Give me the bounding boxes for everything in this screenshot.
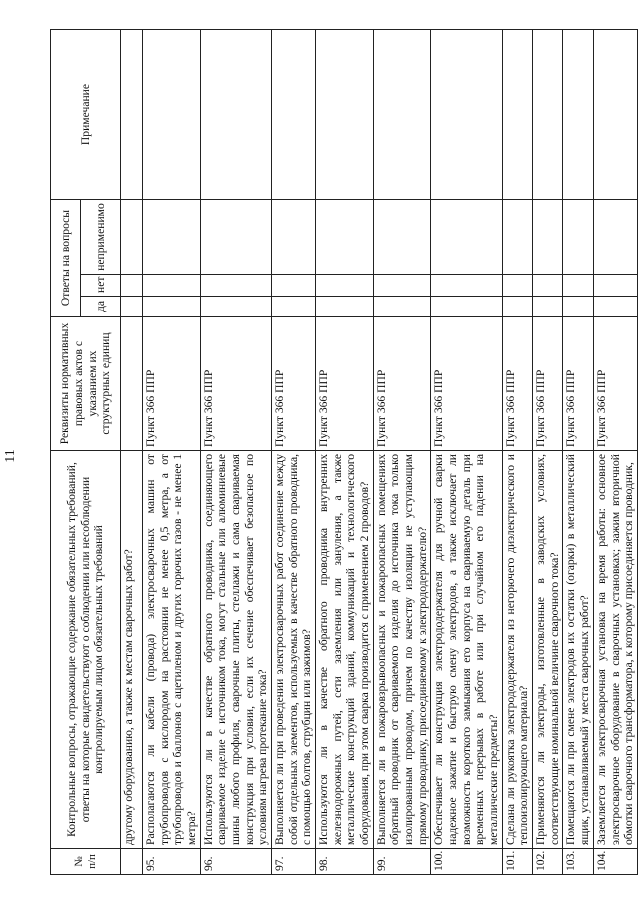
header-yes: да	[81, 297, 121, 317]
answer-no-cell	[200, 275, 271, 297]
row-reference: Пункт 366 ППР	[200, 317, 271, 451]
row-number: 98.	[316, 849, 374, 875]
note-cell	[272, 30, 316, 200]
note-cell	[373, 30, 431, 200]
answer-yes-cell	[272, 297, 316, 317]
row-reference: Пункт 366 ППР	[502, 317, 532, 451]
row-number	[121, 849, 143, 875]
table-row	[431, 30, 502, 875]
table-row	[316, 30, 374, 875]
table-row	[502, 30, 532, 875]
row-question: Сделана ли рукоятка электрододержателя из негорючего диэлектрического и теплоизолирующего материала?	[502, 451, 532, 849]
answer-yes-cell	[563, 297, 593, 317]
table-row	[121, 30, 143, 875]
row-question: Заземляется ли электросварочная установка на время работы: основное электросварочное оборудование в сварочных установках; зажим вторичной обмотки сварочного трансформатора, к которому присоединяется проводник,	[593, 451, 637, 849]
row-question: Используются ли в качестве обратного проводника внутренних железнодорожных путей, сети заземления или зануления, а также металлические конструкций зданий, коммуникаций и технологического оборудования, при этом сварка производится с применением 2 проводов?	[316, 451, 374, 849]
answer-yes-cell	[121, 297, 143, 317]
header-na: неприменимо	[81, 200, 121, 275]
table-row	[272, 30, 316, 875]
answer-na-cell	[272, 200, 316, 275]
header-row-1	[51, 30, 81, 875]
answer-yes-cell	[373, 297, 431, 317]
answer-na-cell	[533, 200, 563, 275]
row-reference: Пункт 366 ППР	[316, 317, 374, 451]
table-row	[200, 30, 271, 875]
answer-na-cell	[373, 200, 431, 275]
header-answers: Ответы на вопросы	[51, 200, 81, 317]
row-reference: Пункт 366 ППР	[533, 317, 563, 451]
note-cell	[121, 30, 143, 200]
row-number: 102.	[533, 849, 563, 875]
row-question: Выполняется ли в пожаровзрывоопасных и пожароопасных помещениях обратный проводник от свариваемого изделия до источника тока только изолированным проводом, причем по качеству изоляции не уступающим прямому проводнику, присоединяемому к электрододержателю?	[373, 451, 431, 849]
answer-no-cell	[316, 275, 374, 297]
answer-no-cell	[143, 275, 201, 297]
answer-na-cell	[593, 200, 637, 275]
row-reference: Пункт 366 ППР	[431, 317, 502, 451]
answer-no-cell	[373, 275, 431, 297]
row-number: 96.	[200, 849, 271, 875]
answer-na-cell	[502, 200, 532, 275]
answer-na-cell	[200, 200, 271, 275]
answer-no-cell	[533, 275, 563, 297]
table-row	[533, 30, 563, 875]
row-reference: Пункт 366 ППР	[593, 317, 637, 451]
answer-na-cell	[143, 200, 201, 275]
table-row	[143, 30, 201, 875]
answer-no-cell	[121, 275, 143, 297]
row-question: Применяются ли электроды, изготовленные в заводских условиях, соответствующие номинальной величине сварочного тока?	[533, 451, 563, 849]
row-number: 104.	[593, 849, 637, 875]
row-question: другому оборудованию, а также к местам сварочных работ?	[121, 451, 143, 849]
checklist-table	[50, 29, 638, 875]
row-number: 103.	[563, 849, 593, 875]
row-question: Выполняется ли при проведении электросварочных работ соединение между собой отдельных элементов, используемых в качестве обратного проводника, с помощью болтов, струбцин или зажимов?	[272, 451, 316, 849]
row-number: 100.	[431, 849, 502, 875]
page-number: 11	[3, 449, 18, 463]
answer-no-cell	[272, 275, 316, 297]
row-reference: Пункт 366 ППР	[143, 317, 201, 451]
row-reference: Пункт 366 ППР	[272, 317, 316, 451]
note-cell	[502, 30, 532, 200]
answer-yes-cell	[431, 297, 502, 317]
row-number: 101.	[502, 849, 532, 875]
row-reference: Пункт 366 ППР	[563, 317, 593, 451]
answer-na-cell	[316, 200, 374, 275]
row-reference	[121, 317, 143, 451]
note-cell	[200, 30, 271, 200]
answer-no-cell	[563, 275, 593, 297]
note-cell	[593, 30, 637, 200]
row-number: 97.	[272, 849, 316, 875]
answer-na-cell	[121, 200, 143, 275]
row-number: 99.	[373, 849, 431, 875]
answer-yes-cell	[143, 297, 201, 317]
answer-yes-cell	[200, 297, 271, 317]
note-cell	[316, 30, 374, 200]
row-question: Помещаются ли при смене электродов их остатки (огарки) в металлический ящик, устанавливаемый у места сварочных работ?	[563, 451, 593, 849]
note-cell	[431, 30, 502, 200]
header-note: Примечание	[51, 30, 121, 200]
checklist-table-wrapper	[50, 30, 640, 871]
row-number: 95.	[143, 849, 201, 875]
answer-na-cell	[563, 200, 593, 275]
table-body	[121, 30, 638, 875]
row-question: Располагаются ли кабели (провода) электросварочных машин от трубопроводов с кислородом на расстоянии не менее 0,5 метра, а от трубопроводов и баллонов с ацетиленом и других горючих газов - не менее 1 метра?	[143, 451, 201, 849]
note-cell	[563, 30, 593, 200]
answer-yes-cell	[316, 297, 374, 317]
table-row	[563, 30, 593, 875]
table-row	[373, 30, 431, 875]
header-no: нет	[81, 275, 121, 297]
answer-yes-cell	[533, 297, 563, 317]
header-question: Контрольные вопросы, отражающие содержание обязательных требований, ответы на которые свидетельствуют о соблюдении или несоблюдении контролируемым лицом обязательных требований	[51, 451, 121, 849]
answer-no-cell	[593, 275, 637, 297]
row-question: Используются ли в качестве обратного проводника, соединяющего свариваемое изделие с источником тока, могут стальные или алюминиевые шины любого профиля, сварочные плиты, стеллажи и сама свариваемая конструкция при условии, если их сечение обеспечивает безопасное по условиям нагрева протекание тока?	[200, 451, 271, 849]
note-cell	[533, 30, 563, 200]
answer-yes-cell	[502, 297, 532, 317]
table-row	[593, 30, 637, 875]
header-num: № п/п	[51, 849, 121, 875]
answer-na-cell	[431, 200, 502, 275]
row-question: Обеспечивает ли конструкция электрододержателя для ручной сварки надежное зажатие и быструю смену электродов, а также исключает ли возможность короткого замыкания его корпуса на свариваемую деталь при временных перерывах в работе или при случайном его падении на металлические предметы?	[431, 451, 502, 849]
header-refs: Реквизиты нормативных правовых актов с указанием их структурных единиц	[51, 317, 121, 451]
note-cell	[143, 30, 201, 200]
answer-no-cell	[431, 275, 502, 297]
row-reference: Пункт 366 ППР	[373, 317, 431, 451]
answer-no-cell	[502, 275, 532, 297]
answer-yes-cell	[593, 297, 637, 317]
